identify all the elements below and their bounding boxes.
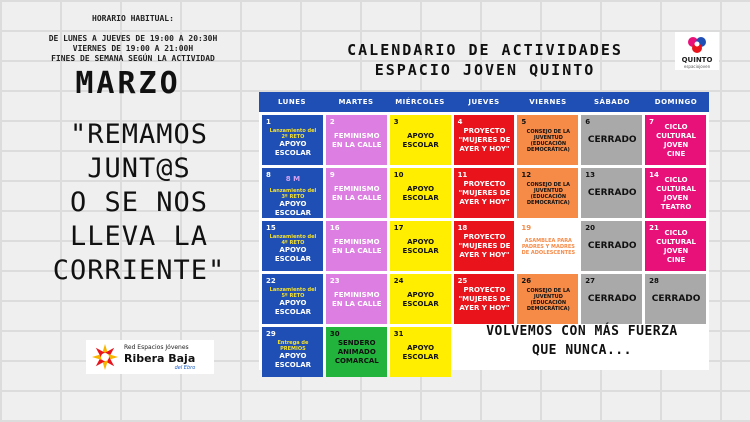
- day-number: 12: [521, 171, 532, 179]
- day-number: 17: [393, 224, 404, 232]
- day-activity: PROYECTO "MUJERES DE AYER Y HOY": [458, 233, 511, 259]
- schedule-line-weekend: FINES DE SEMANA SEGÚN LA ACTIVIDAD: [51, 54, 215, 63]
- day-number: 26: [521, 277, 532, 285]
- weekday-saturday: SÁBADO: [594, 98, 630, 106]
- day-cell-27: [581, 274, 642, 324]
- day-number: 19: [521, 224, 532, 232]
- day-number: 21: [649, 224, 659, 232]
- day-cell-29: [262, 327, 323, 377]
- flower-mark-icon: [684, 34, 710, 56]
- slogan-line: LLEVA LA: [69, 221, 209, 252]
- weekday-friday: VIERNES: [529, 98, 567, 106]
- day-activity: FEMINISMO EN LA CALLE: [331, 290, 382, 308]
- day-activity: PROYECTO "MUJERES DE AYER Y HOY": [458, 180, 511, 206]
- sun-icon: [90, 342, 120, 372]
- day-activity: CONSEJO DE LA JUVENTUD (EDUCACIÓN DEMOCRÁTICA): [526, 287, 571, 312]
- day-closed: CERRADO: [587, 294, 637, 304]
- day-closed: CERRADO: [587, 241, 637, 251]
- day-cell-24: [390, 274, 451, 324]
- day-cell-17: [390, 221, 451, 271]
- red-logo-line1: Red Espacios Jóvenes: [124, 343, 189, 351]
- day-number: 4: [457, 118, 463, 126]
- day-activity: APOYO ESCOLAR: [402, 184, 439, 202]
- weekday-sunday: DOMINGO: [654, 98, 698, 106]
- day-number: 7: [649, 118, 655, 126]
- day-cell-26: [517, 274, 578, 324]
- day-closed: CERRADO: [587, 188, 637, 198]
- day-activity: FEMINISMO EN LA CALLE: [331, 237, 382, 255]
- quinto-name: QUINTO: [681, 56, 713, 64]
- schedule-line-friday: VIERNES DE 19:00 A 21:00H: [72, 44, 194, 53]
- day-number: 5: [521, 118, 527, 126]
- closing-message: [468, 322, 696, 360]
- day-activity-type: TEATRO: [660, 202, 692, 211]
- day-number: 11: [457, 171, 468, 179]
- slogan: [30, 118, 248, 288]
- day-cell-4: [454, 115, 515, 165]
- day-number: 20: [585, 224, 596, 232]
- weekday-thursday: JUEVES: [468, 98, 500, 106]
- day-activity: CONSEJO DE LA JUVENTUD (EDUCACIÓN DEMOCRÁTICA): [526, 128, 571, 153]
- day-number: 14: [649, 171, 659, 179]
- month-title: MARZO: [75, 66, 181, 101]
- quinto-sub: espaciojoven: [683, 64, 711, 69]
- day-number: 23: [329, 277, 340, 285]
- day-cell-3: [390, 115, 451, 165]
- day-number: 9: [329, 171, 335, 179]
- day-subtitle: Lanzamiento del 4º RETO: [269, 234, 317, 246]
- closing-line: QUE NUNCA...: [532, 343, 632, 358]
- day-cell-10: [390, 168, 451, 218]
- day-activity: APOYO ESCOLAR: [402, 237, 439, 255]
- slogan-line: O SE NOS: [69, 187, 209, 218]
- day-cell-7: [645, 115, 706, 165]
- schedule-info: [28, 14, 238, 64]
- weekday-tuesday: MARTES: [338, 98, 374, 106]
- day-number: 8: [266, 171, 271, 179]
- day-activity: ASAMBLEA PARA PADRES Y MADRES DE ADOLESCENTES: [521, 237, 576, 256]
- day-activity: APOYO ESCOLAR: [274, 140, 312, 157]
- day-number: 6: [585, 118, 591, 126]
- day-cell-22: [262, 274, 323, 324]
- day-subtitle: Entrega de PREMIOS: [277, 340, 309, 352]
- day-activity: FEMINISMO EN LA CALLE: [331, 131, 382, 149]
- day-activity: APOYO ESCOLAR: [402, 343, 439, 361]
- day-cell-31: [390, 327, 451, 377]
- day-number: 1: [266, 118, 271, 126]
- day-number: 31: [393, 330, 404, 338]
- day-cell-28: [645, 274, 706, 324]
- day-activity: CICLO CULTURAL JOVEN: [656, 122, 696, 149]
- day-cell-25: [454, 274, 515, 324]
- day-number: 16: [329, 224, 340, 232]
- day-number: 18: [457, 224, 468, 232]
- day-tag: 8 M: [285, 175, 301, 183]
- day-cell-21: [645, 221, 706, 271]
- day-subtitle: Lanzamiento del 3º RETO: [269, 188, 317, 200]
- day-number: 10: [393, 171, 404, 179]
- day-cell-6: [581, 115, 642, 165]
- day-cell-19: [517, 221, 578, 271]
- day-number: 15: [266, 224, 276, 232]
- day-number: 30: [329, 330, 340, 338]
- day-activity-type: CINE: [666, 255, 686, 264]
- day-number: 13: [585, 171, 596, 179]
- day-cell-13: [581, 168, 642, 218]
- day-activity: APOYO ESCOLAR: [274, 200, 312, 217]
- title-line: ESPACIO JOVEN QUINTO: [374, 61, 596, 79]
- red-logo-line2: Ribera Baja: [124, 351, 196, 365]
- day-activity: APOYO ESCOLAR: [274, 246, 312, 263]
- day-cell-11: [454, 168, 515, 218]
- schedule-line-weekdays: DE LUNES A JUEVES DE 19:00 A 20:30H: [48, 34, 218, 43]
- calendar-weekdays: [259, 92, 709, 112]
- day-cell-23: [326, 274, 387, 324]
- day-cell-15: [262, 221, 323, 271]
- day-cell-14: [645, 168, 706, 218]
- day-activity: APOYO ESCOLAR: [402, 290, 439, 308]
- quinto-logo: [675, 32, 719, 70]
- day-cell-16: [326, 221, 387, 271]
- red-espacios-logo: [86, 340, 214, 374]
- day-cell-5: [517, 115, 578, 165]
- day-number: 22: [266, 277, 276, 285]
- day-cell-9: [326, 168, 387, 218]
- day-activity: CICLO CULTURAL JOVEN: [656, 228, 696, 255]
- day-activity: APOYO ESCOLAR: [274, 352, 312, 369]
- schedule-heading: HORARIO HABITUAL:: [92, 14, 174, 23]
- day-activity: PROYECTO "MUJERES DE AYER Y HOY": [458, 127, 511, 153]
- title-line: CALENDARIO DE ACTIVIDADES: [347, 41, 623, 59]
- day-cell-20: [581, 221, 642, 271]
- slogan-line: JUNT@S: [87, 153, 191, 184]
- day-number: 2: [329, 118, 335, 126]
- day-activity: APOYO ESCOLAR: [402, 131, 439, 149]
- day-subtitle: Lanzamiento del 5º RETO: [269, 287, 317, 299]
- day-number: 27: [585, 277, 596, 285]
- day-cell-2: [326, 115, 387, 165]
- calendar-title: [300, 40, 670, 80]
- weekday-monday: LUNES: [277, 98, 307, 106]
- day-activity: SENDERO ANIMADO COMARCAL: [334, 339, 379, 365]
- slogan-line: "REMAMOS: [69, 119, 209, 150]
- day-number: 25: [457, 277, 468, 285]
- day-cell-12: [517, 168, 578, 218]
- day-number: 3: [393, 118, 399, 126]
- day-number: 29: [266, 330, 276, 338]
- day-activity: APOYO ESCOLAR: [274, 299, 312, 316]
- day-subtitle: Lanzamiento del 2º RETO: [269, 128, 317, 140]
- day-cell-8: [262, 168, 323, 218]
- closing-line: VOLVEMOS CON MÁS FUERZA: [486, 324, 678, 339]
- weekday-wednesday: MIÉRCOLES: [395, 98, 445, 106]
- day-number: 28: [649, 277, 659, 285]
- day-activity: FEMINISMO EN LA CALLE: [331, 184, 382, 202]
- day-cell-1: [262, 115, 323, 165]
- day-closed: CERRADO: [587, 135, 637, 145]
- day-cell-18: [454, 221, 515, 271]
- day-activity-type: CINE: [666, 149, 686, 158]
- day-number: 24: [393, 277, 404, 285]
- day-activity: PROYECTO "MUJERES DE AYER Y HOY": [458, 286, 511, 312]
- day-activity: CICLO CULTURAL JOVEN: [656, 175, 696, 202]
- day-cell-30: [326, 327, 387, 377]
- slogan-line: CORRIENTE": [52, 255, 226, 286]
- day-closed: CERRADO: [651, 294, 701, 304]
- day-activity: CONSEJO DE LA JUVENTUD (EDUCACIÓN DEMOCRÁTICA): [526, 181, 571, 206]
- red-logo-line3: del Ebro: [174, 364, 196, 371]
